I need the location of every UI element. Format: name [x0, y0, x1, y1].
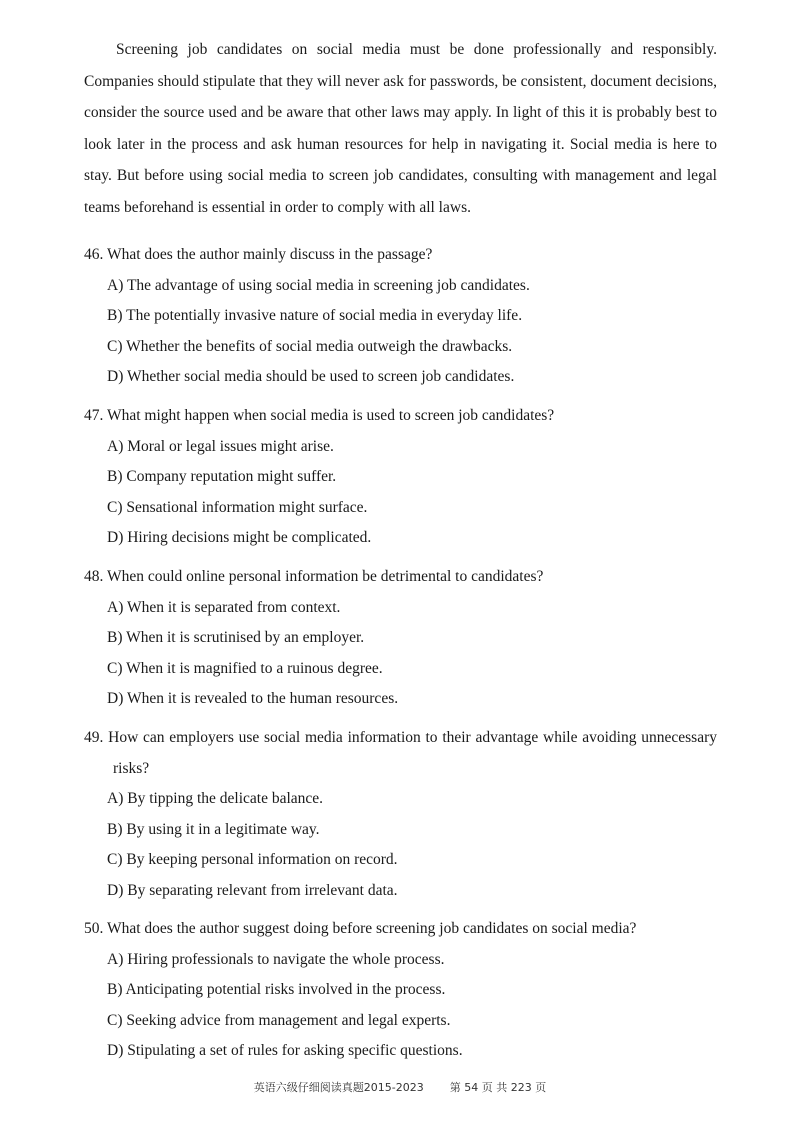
question-46	[84, 240, 717, 393]
option-list	[84, 945, 717, 1067]
option-b: B) When it is scrutinised by an employer.	[107, 629, 365, 646]
question-50	[84, 914, 717, 1067]
option-b: B) The potentially invasive nature of social media in everyday life.	[107, 307, 523, 324]
question-49	[84, 723, 717, 906]
option-list	[84, 432, 717, 554]
option-d: D) By separating relevant from irrelevant data.	[107, 881, 398, 899]
option-c: C) Sensational information might surface.	[107, 498, 368, 516]
question-stem: 48. When could online personal information be detrimental to candidates?	[84, 568, 544, 585]
question-stem: 46. What does the author mainly discuss in the passage?	[84, 246, 433, 263]
option-a: A) By tipping the delicate balance.	[107, 790, 324, 807]
option-b: B) Anticipating potential risks involved in the process.	[107, 981, 446, 998]
option-list	[84, 593, 717, 715]
question-47	[84, 401, 717, 554]
option-a: A) Hiring professionals to navigate the whole process.	[107, 950, 445, 968]
option-d: D) Hiring decisions might be complicated.	[107, 529, 372, 546]
option-a: A) When it is separated from context.	[107, 598, 341, 616]
question-stem: 50. What does the author suggest doing before screening job candidates on social media?	[84, 920, 637, 937]
question-48	[84, 562, 717, 715]
question-stem: 49. How can employers use social media information to their advantage while avoiding unnecessary risks?	[84, 729, 717, 777]
option-d: D) Whether social media should be used to screen job candidates.	[107, 368, 515, 385]
option-list	[84, 271, 717, 393]
option-d: D) Stipulating a set of rules for asking specific questions.	[107, 1042, 463, 1059]
option-c: C) By keeping personal information on record.	[107, 851, 398, 868]
option-b: B) Company reputation might suffer.	[107, 468, 337, 485]
option-c: C) Seeking advice from management and legal experts.	[107, 1011, 451, 1029]
passage-paragraph: Screening job candidates on social media must be done professionally and responsibly. Companies should stipulate that they will never ask for passwords, be consistent, document decisions, consider the source used and be aware that other laws may apply. In light of this it is probably best to look later in the process and ask human resources for help in navigating it. Social media is here to stay. But before using social media to screen job candidates, consulting with management and legal teams beforehand is essential in order to comply with all laws.	[84, 41, 717, 216]
option-b: B) By using it in a legitimate way.	[107, 820, 320, 838]
page-footer	[0, 1080, 800, 1096]
option-list	[84, 784, 717, 906]
question-stem: 47. What might happen when social media is used to screen job candidates?	[84, 407, 555, 424]
option-a: A) The advantage of using social media in screening job candidates.	[107, 276, 530, 294]
option-c: C) Whether the benefits of social media outweigh the drawbacks.	[107, 337, 513, 355]
option-a: A) Moral or legal issues might arise.	[107, 437, 334, 455]
footer-page-info: 第 54 页 共 223 页	[449, 1081, 547, 1094]
option-c: C) When it is magnified to a ruinous degree.	[107, 659, 383, 677]
footer-title: 英语六级仔细阅读真题2015-2023	[253, 1081, 424, 1094]
option-d: D) When it is revealed to the human resources.	[107, 690, 399, 707]
